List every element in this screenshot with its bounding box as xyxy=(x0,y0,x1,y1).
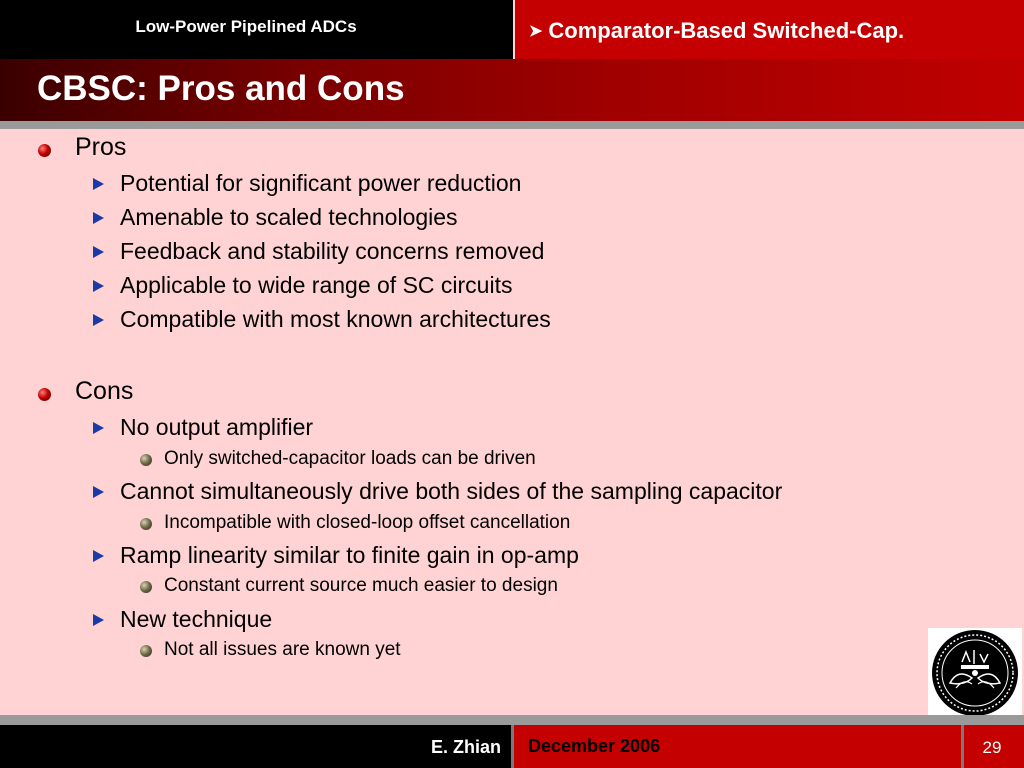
course-title: Low-Power Pipelined ADCs xyxy=(135,17,357,36)
cons-item: Cannot simultaneously drive both sides of the sampling capacitor xyxy=(120,478,783,504)
cons-item: New technique xyxy=(120,606,273,632)
cons-subitem: Only switched-capacitor loads can be driven xyxy=(164,448,536,469)
page-number: 29 xyxy=(982,738,1002,757)
cons-subitem: Constant current source much easier to design xyxy=(164,575,558,596)
pros-heading: Pros xyxy=(75,133,127,161)
gray-ball-icon xyxy=(140,454,152,466)
footer-author-bar xyxy=(0,725,511,768)
gray-ball-icon xyxy=(140,581,152,593)
red-ball-icon xyxy=(38,388,51,401)
pros-item: Applicable to wide range of SC circuits xyxy=(120,272,513,298)
gray-ball-icon xyxy=(140,645,152,657)
slide-title-bar xyxy=(0,59,1024,121)
blue-triangle-icon xyxy=(93,614,104,626)
footer-page-bar xyxy=(964,725,1024,768)
header-section-bar xyxy=(515,0,1024,59)
cons-item: No output amplifier xyxy=(120,414,314,440)
blue-triangle-icon xyxy=(93,314,104,326)
pros-item: Feedback and stability concerns removed xyxy=(120,238,545,264)
pros-item: Amenable to scaled technologies xyxy=(120,204,458,230)
section-title-wrap xyxy=(529,18,904,44)
blue-triangle-icon xyxy=(93,550,104,562)
cons-item: Ramp linearity similar to finite gain in op-amp xyxy=(120,542,579,568)
blue-triangle-icon xyxy=(93,486,104,498)
university-seal-icon xyxy=(928,628,1022,718)
slide-title: CBSC: Pros and Cons xyxy=(37,69,405,108)
footer-date-bar xyxy=(514,725,961,768)
blue-triangle-icon xyxy=(93,422,104,434)
header-course-bar xyxy=(0,0,513,59)
pros-item: Potential for significant power reduction xyxy=(120,170,522,196)
cons-subitem: Incompatible with closed-loop offset cancellation xyxy=(164,512,571,533)
cons-subitem: Not all issues are known yet xyxy=(164,639,401,660)
presentation-date: December 2006 xyxy=(528,736,661,756)
cons-heading: Cons xyxy=(75,377,134,405)
blue-triangle-icon xyxy=(93,280,104,292)
blue-triangle-icon xyxy=(93,246,104,258)
footer-divider xyxy=(0,715,1024,725)
gray-ball-icon xyxy=(140,518,152,530)
pros-item: Compatible with most known architectures xyxy=(120,306,551,332)
blue-triangle-icon xyxy=(93,178,104,190)
red-ball-icon xyxy=(38,144,51,157)
blue-triangle-icon xyxy=(93,212,104,224)
arrow-right-icon: ➤ xyxy=(529,23,543,40)
slide-content xyxy=(0,129,1024,715)
author-name: E. Zhian xyxy=(430,737,501,757)
header-divider xyxy=(0,121,1024,129)
section-title: Comparator-Based Switched-Cap. xyxy=(548,18,905,43)
